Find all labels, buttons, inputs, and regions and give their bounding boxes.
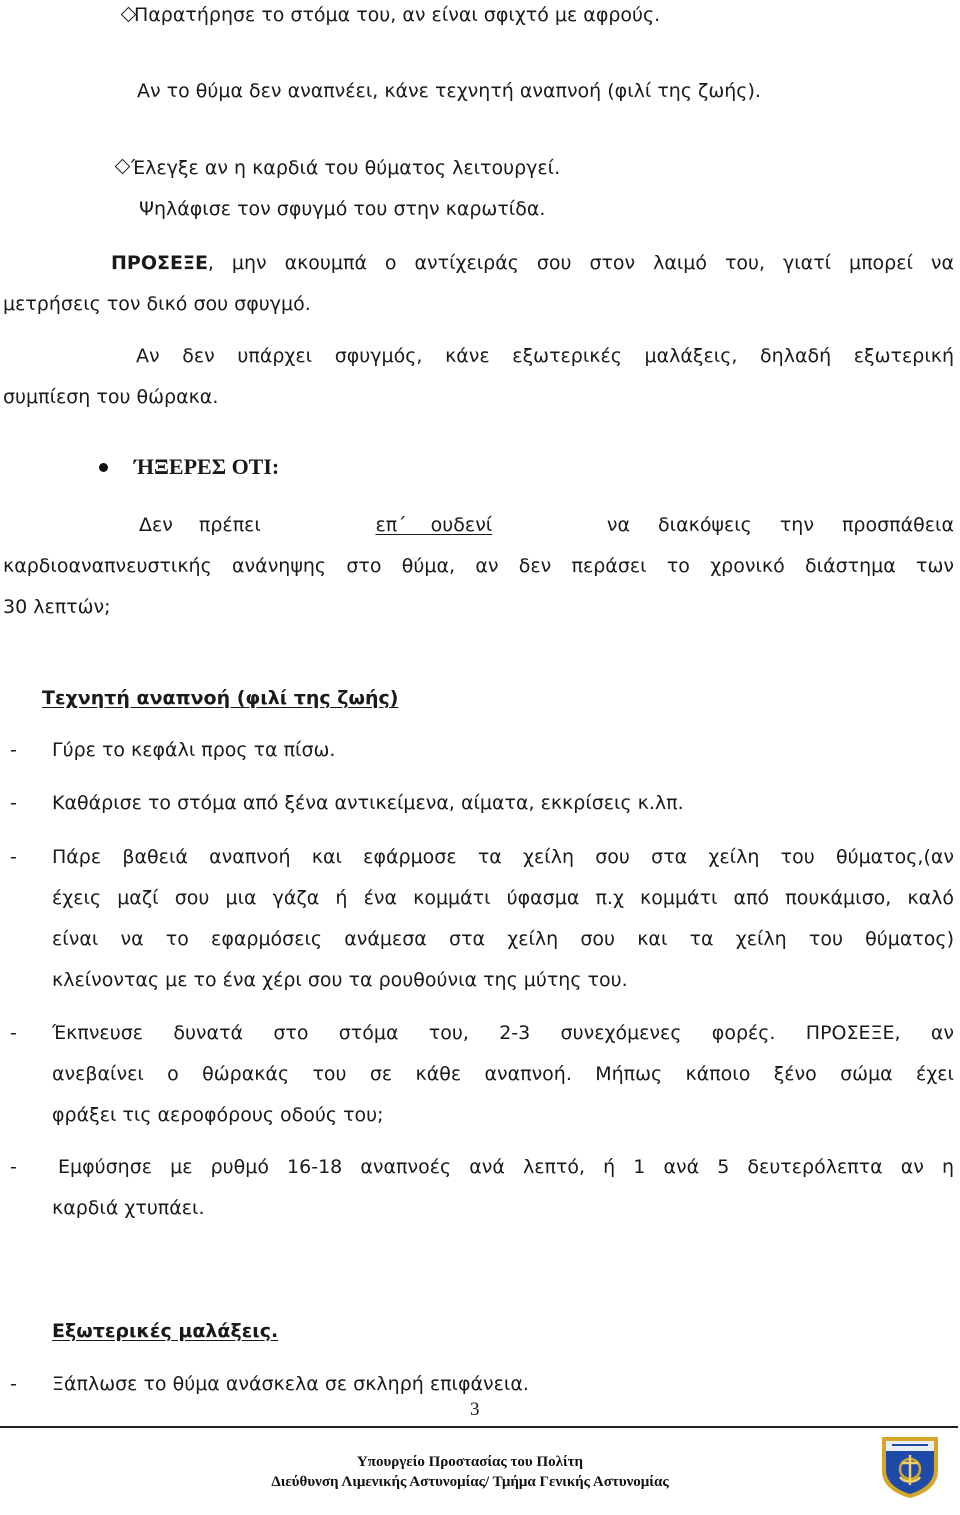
text-line: 30 λεπτών; <box>3 596 111 618</box>
diamond-bullet-icon <box>115 159 131 175</box>
footer-ministry: Υπουργείο Προστασίας του Πολίτη <box>356 1454 584 1470</box>
text-line: Ψηλάφισε τον σφυγμό του στην καρωτίδα. <box>139 198 546 220</box>
list-item: ανεβαίνει ο θώρακάς του σε κάθε αναπνοή. Μήπως κάποιο ξένο σώμα έχει <box>52 1063 954 1085</box>
text-line: Έλεγξε αν η καρδιά του θύματος λειτουργεί. <box>131 157 561 179</box>
list-item: Γύρε το κεφάλι προς τα πίσω. <box>52 739 336 761</box>
external-compressions-heading: Εξωτερικές μαλάξεις. <box>52 1320 279 1342</box>
dash-bullet: - <box>10 1373 17 1395</box>
footer-directorate: Διεύθυνση Λιμενικής Αστυνομίας/ Τμήμα Γενικής Αστυνομίας <box>271 1474 669 1490</box>
dash-bullet: - <box>10 792 17 814</box>
text-line: συμπίεση του θώρακα. <box>3 386 219 408</box>
page-number: 3 <box>470 1399 480 1420</box>
dash-bullet: - <box>10 739 17 761</box>
text-line: μετρήσεις τον δικό σου σφυγμό. <box>3 293 311 315</box>
text-line: καρδιοαναπνευστικής ανάνηψης στο θύμα, αν δεν περάσει το χρονικό διάστημα των <box>3 555 954 577</box>
list-item: κλείνοντας με το ένα χέρι σου τα ρουθούνια της μύτης του. <box>52 969 628 991</box>
text-line: Παρατήρησε το στόμα του, αν είναι σφιχτό με αφρούς. <box>134 4 661 26</box>
dash-bullet: - <box>10 1156 17 1178</box>
did-you-know-heading: ΉΞΕΡΕΣ ΟΤΙ: <box>134 454 280 479</box>
list-item: είναι να το εφαρμόσεις ανάμεσα στα χείλη σου και τα χείλη του θύματος) <box>52 928 954 950</box>
text-part: να διακόψεις την προσπάθεια <box>606 514 954 536</box>
list-item: φράξει τις αεροφόρους οδούς του; <box>52 1104 384 1126</box>
text-line <box>111 250 954 276</box>
underlined-phrase: επ΄ ουδενί <box>375 514 493 536</box>
text-line <box>139 512 954 538</box>
text-line: Αν το θύμα δεν αναπνέει, κάνε τεχνητή αναπνοή (φιλί της ζωής). <box>137 80 761 102</box>
list-item: Εμφύσησε με ρυθμό 16-18 αναπνοές ανά λεπτό, ή 1 ανά 5 δευτερόλεπτα αν η <box>58 1156 954 1178</box>
list-item: Πάρε βαθειά αναπνοή και εφάρμοσε τα χείλη σου στα χείλη του θύματος,(αν <box>52 846 954 868</box>
coast-guard-emblem-icon <box>878 1433 942 1499</box>
artificial-respiration-heading: Τεχνητή αναπνοή (φιλί της ζωής) <box>42 687 399 709</box>
list-item: Ξάπλωσε το θύμα ανάσκελα σε σκληρή επιφάνεια. <box>52 1373 529 1395</box>
list-item: Καθάρισε το στόμα από ξένα αντικείμενα, αίματα, εκκρίσεις κ.λπ. <box>52 792 684 814</box>
text-line: Αν δεν υπάρχει σφυγμός, κάνε εξωτερικές μαλάξεις, δηλαδή εξωτερική <box>136 345 954 367</box>
list-item: Έκπνευσε δυνατά στο στόμα του, 2-3 συνεχόμενες φορές. ΠΡΟΣΕΞΕ, αν <box>52 1022 954 1044</box>
footer-divider <box>0 1426 958 1428</box>
warning-label: ΠΡΟΣΕΞΕ <box>111 252 208 274</box>
list-item: έχεις μαζί σου μια γάζα ή ένα κομμάτι ύφασμα π.χ κομμάτι από πουκάμισο, καλό <box>52 887 954 909</box>
round-bullet-icon <box>99 463 108 472</box>
list-item: καρδιά χτυπάει. <box>52 1197 205 1219</box>
dash-bullet: - <box>10 1022 17 1044</box>
warning-text: , μην ακουμπά ο αντίχειράς σου στον λαιμό του, γιατί μπορεί να <box>207 252 954 274</box>
text-part: Δεν πρέπει <box>139 514 261 536</box>
dash-bullet: - <box>10 846 17 868</box>
